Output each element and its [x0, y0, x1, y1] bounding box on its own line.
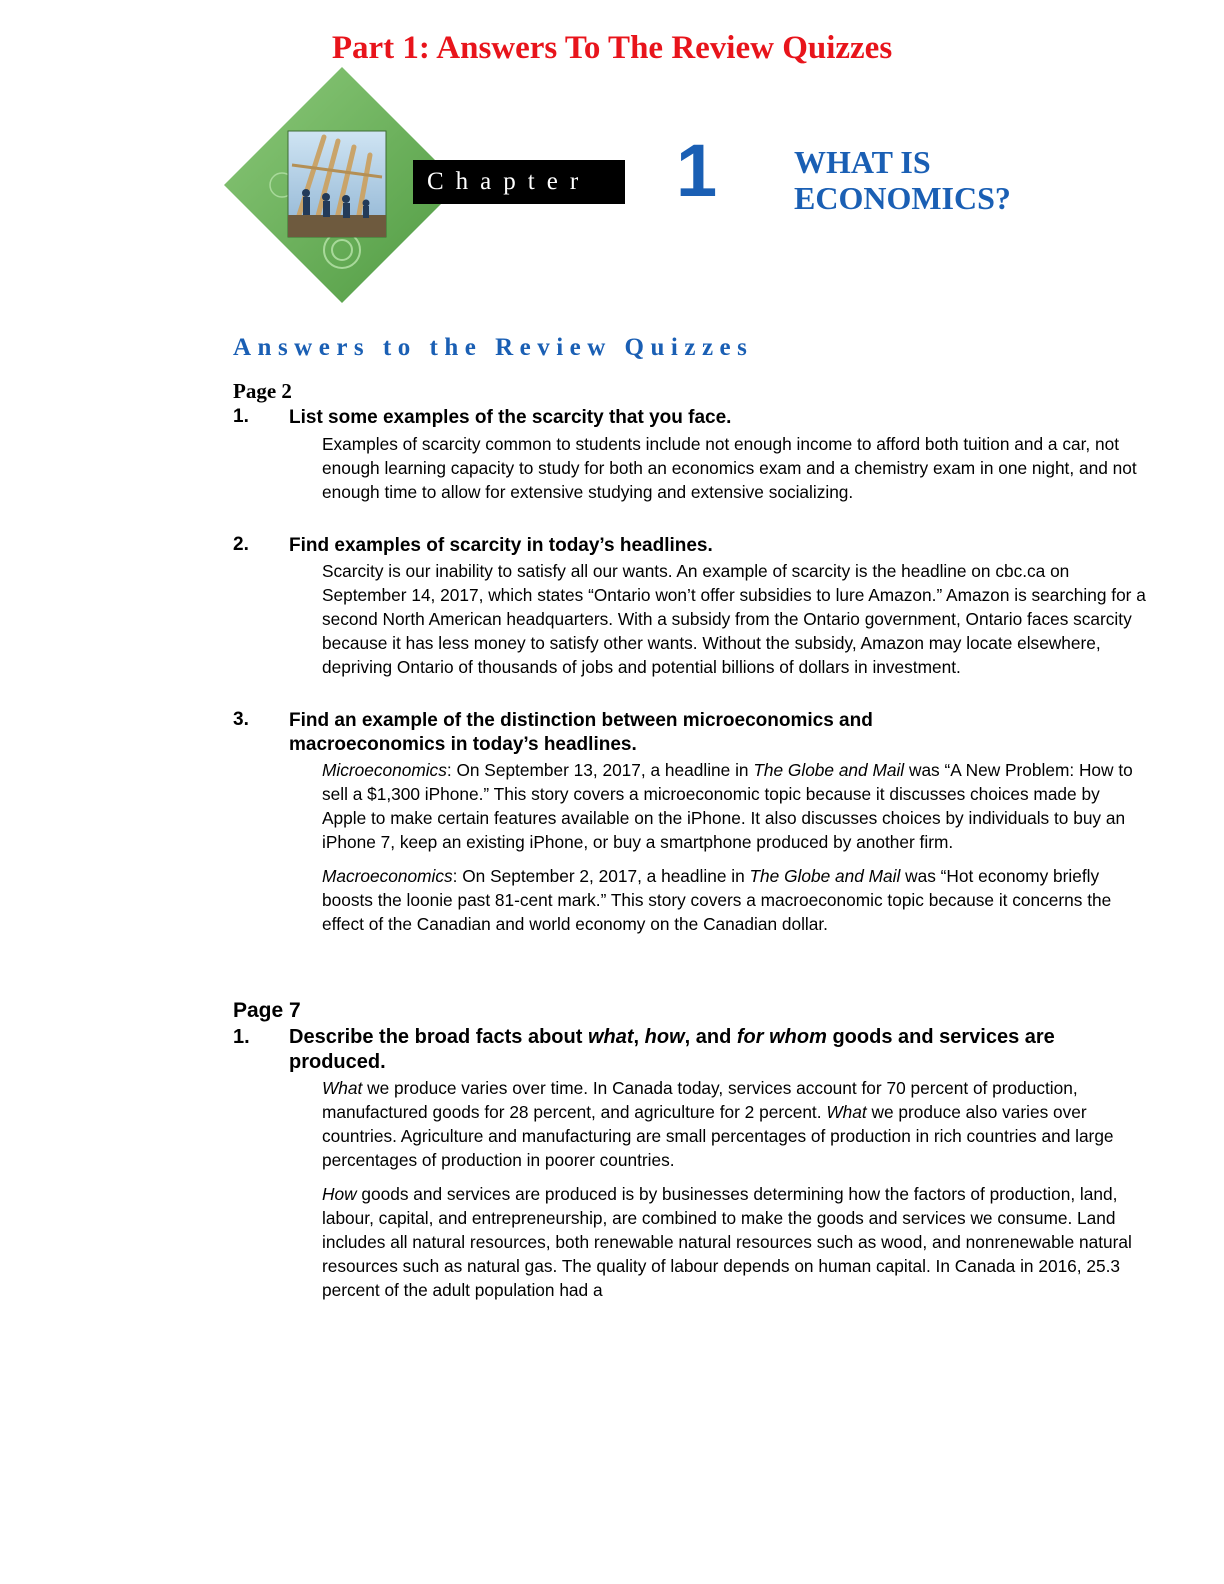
answer-text	[322, 432, 1147, 504]
chapter-number: 1	[676, 129, 718, 212]
question-span: goods and services are produced.	[289, 1026, 1055, 1073]
question-term-what: what	[587, 1026, 634, 1048]
question-text: Find an example of the distinction between microeconomics and macroeconomics in today’s headlines.	[289, 710, 873, 755]
answer-paragraph-how	[322, 1182, 1147, 1302]
question-span: Describe the broad facts about	[289, 1026, 588, 1048]
answer-text	[322, 559, 1147, 679]
part-title: Part 1: Answers To The Review Quizzes	[331, 30, 893, 66]
question-number: 1.	[233, 1026, 250, 1048]
question-number: 1.	[233, 406, 249, 427]
answer-span: : On September 2, 2017, a headline in	[452, 866, 750, 886]
publication-name: The Globe and Mail	[753, 760, 905, 780]
chapter-label: Chapter	[413, 160, 625, 204]
publication-name: The Globe and Mail	[749, 866, 901, 886]
question-number: 3.	[233, 709, 249, 730]
answer-paragraph-what	[322, 1076, 1147, 1172]
term-what: What	[826, 1102, 867, 1122]
question-term-how: how	[644, 1026, 685, 1048]
term-microeconomics: Microeconomics	[322, 760, 447, 780]
answer-paragraph: Examples of scarcity common to students include not enough income to afford both tuition and a car, not enough learning capacity to study for both an economics exam and a chemistry exam in one night, and not enough time to allow for extensive studying and extensive socializing.	[322, 434, 1137, 502]
chapter-title-line-2: ECONOMICS?	[794, 180, 1011, 216]
answer-span: was “A New Problem: How to sell a $1,300 iPhone.” This story covers a microeconomic topic because it discusses choices made by Apple to make certain features available on the iPhone. It also discusses choices by individuals to buy an iPhone 7, keep an existing iPhone, or buy a smartphone produced by another firm.	[322, 760, 1133, 852]
answer-span: we produce also varies over countries. Agriculture and manufacturing are small percentages of production in rich countries and large percentages of production in poorer countries.	[322, 1102, 1114, 1170]
chapter-title	[794, 144, 1011, 216]
answer-paragraph: Scarcity is our inability to satisfy all our wants. An example of scarcity is the headline on cbc.ca on September 14, 2017, which states “Ontario won’t offer subsidies to lure Amazon.” Amazon is searching for a second North American headquarters. With a subsidy from the Ontario government, Ontario faces scarcity because it has less money to satisfy other wants. Without the subsidy, Amazon may locate elsewhere, depriving Ontario of thousands of jobs and potential billions of dollars in investment.	[322, 561, 1146, 677]
answer-paragraph-macro	[322, 864, 1147, 936]
question-text: Find examples of scarcity in today’s headlines.	[289, 535, 713, 556]
answer-span: was “Hot economy briefly boosts the loonie past 81-cent mark.” This story covers a macroeconomic topic because it concerns the effect of the Canadian and world economy on the Canadian dollar.	[322, 866, 1112, 934]
question-text	[289, 1025, 1149, 1075]
answer-paragraph-micro	[322, 758, 1147, 854]
page-2-label: Page 2	[233, 379, 292, 403]
answer-span: goods and services are produced is by businesses determining how the factors of production, land, labour, capital, and entrepreneurship, are combined to make the goods and services we consume. Land includes all natural resources, both renewable natural resources such as wood, and nonrenewable natural resources such as natural gas. The quality of labour depends on human capital. In Canada in 2016, 25.3 percent of the adult population had a	[322, 1184, 1132, 1300]
question-text: List some examples of the scarcity that you face.	[289, 407, 732, 428]
question-span: ,	[633, 1026, 645, 1048]
answer-text	[322, 1076, 1147, 1302]
term-how: How	[322, 1184, 357, 1204]
question-term-for-whom: for whom	[736, 1026, 827, 1048]
term-macroeconomics: Macroeconomics	[322, 866, 453, 886]
page-7-label: Page 7	[233, 999, 301, 1022]
question-number: 2.	[233, 534, 249, 555]
answer-span: : On September 13, 2017, a headline in	[446, 760, 754, 780]
chapter-title-line-1: WHAT IS	[794, 144, 931, 180]
question-span: , and	[684, 1026, 737, 1048]
section-heading: Answers to the Review Quizzes	[233, 334, 754, 361]
answer-text	[322, 758, 1147, 936]
term-what: What	[322, 1078, 363, 1098]
answer-span: we produce varies over time. In Canada today, services account for 70 percent of production, manufactured goods for 28 percent, and agriculture for 2 percent.	[322, 1078, 1078, 1122]
